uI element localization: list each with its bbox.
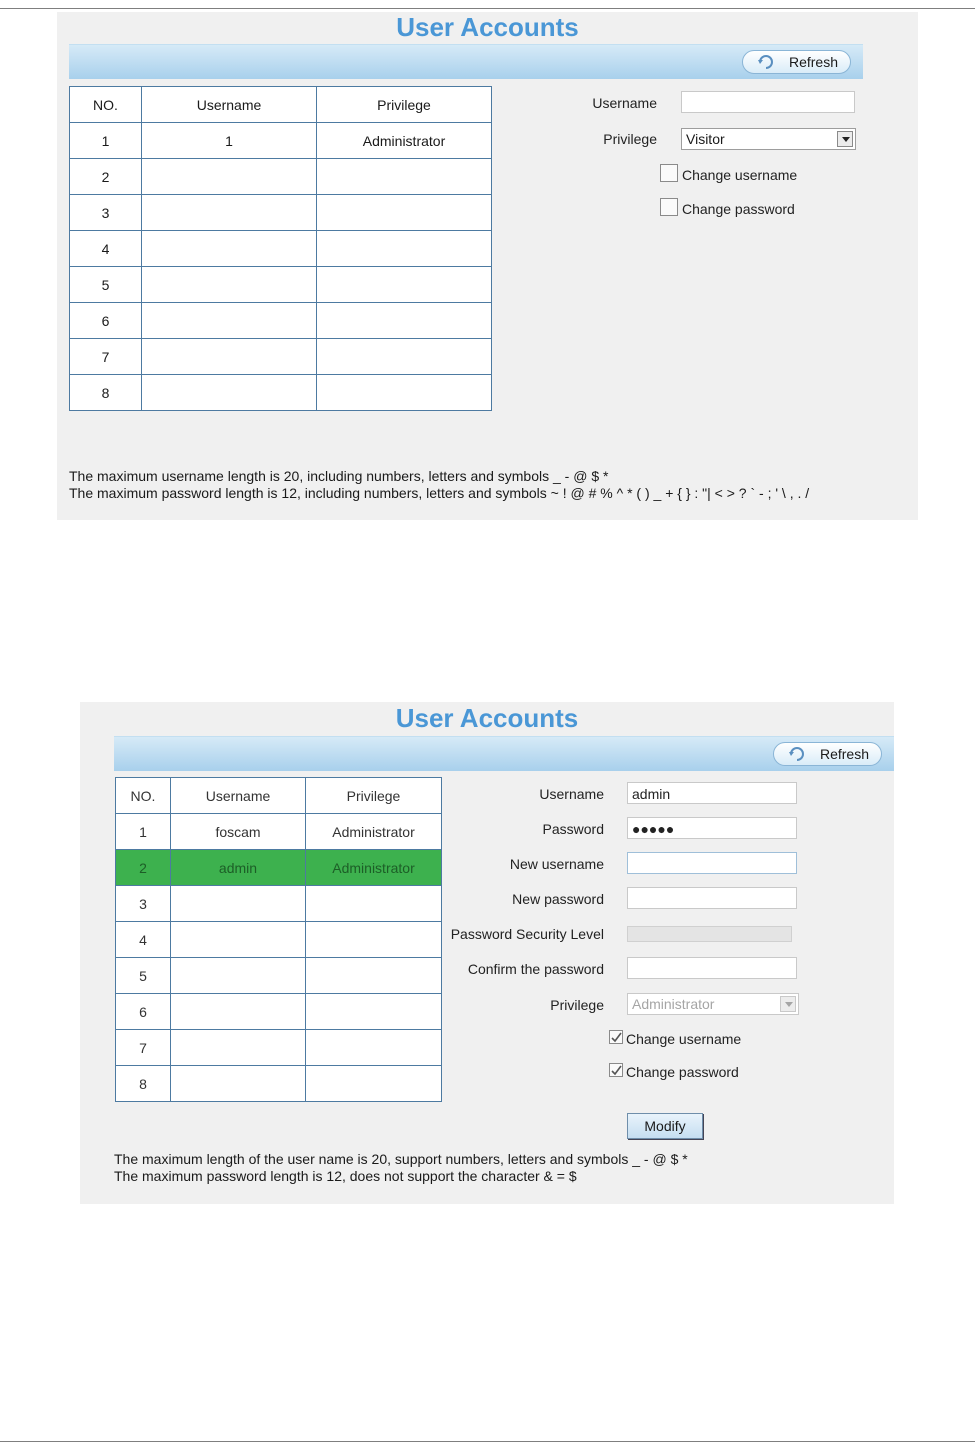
header-username: Username [142,87,317,123]
modify-button[interactable]: Modify [627,1113,703,1139]
change-password-label: Change password [626,1064,739,1080]
cell-privilege [306,886,442,922]
change-password-checkbox[interactable] [660,198,678,216]
password-strength-meter [627,926,792,942]
password-length-note: The maximum password length is 12, including numbers, letters and symbols ~ ! @ # % ^ * ( ) _ + { } : "| < > ? ` - ; ' \ , . / [69,485,810,501]
header-username: Username [171,778,306,814]
table-row[interactable] [70,195,492,231]
table-header-row [70,87,492,123]
cell-username [171,1030,306,1066]
new-username-input[interactable] [627,852,797,874]
cell-no: 5 [116,958,171,994]
user-accounts-panel-modify [80,702,894,1204]
cell-username [171,958,306,994]
table-row[interactable] [116,1066,442,1102]
header-privilege: Privilege [317,87,492,123]
security-level-label: Password Security Level [450,926,604,942]
cell-privilege: Administrator [306,814,442,850]
username-label: Username [539,786,604,802]
username-length-note: The maximum username length is 20, including numbers, letters and symbols _ - @ $ * [69,468,609,484]
table-row[interactable] [70,339,492,375]
cell-username [142,375,317,411]
change-password-label: Change password [682,201,795,217]
cell-username: 1 [142,123,317,159]
chevron-down-icon [780,996,796,1012]
table-row[interactable] [116,886,442,922]
header-privilege: Privilege [306,778,442,814]
table-row[interactable] [70,159,492,195]
password-label: Password [542,821,604,837]
page-top-rule [0,8,975,9]
user-accounts-panel-empty [57,12,918,520]
cell-username [171,886,306,922]
refresh-button[interactable] [742,50,851,74]
cell-username: admin [171,850,306,886]
table-row[interactable] [70,375,492,411]
cell-no: 5 [70,267,142,303]
page-bottom-rule [0,1441,975,1442]
cell-no: 1 [70,123,142,159]
table-row[interactable] [116,814,442,850]
privilege-label: Privilege [603,131,657,147]
check-icon [611,1065,622,1076]
cell-privilege [317,267,492,303]
check-icon [611,1032,622,1043]
password-input[interactable]: ●●●●● [627,817,797,839]
confirm-password-label: Confirm the password [467,961,604,977]
change-password-checkbox[interactable] [609,1063,623,1077]
cell-privilege [306,994,442,1030]
new-username-label: New username [509,856,604,872]
table-row[interactable] [70,267,492,303]
cell-username [171,1066,306,1102]
table-row[interactable] [116,922,442,958]
refresh-label: Refresh [819,746,869,762]
refresh-icon [788,747,808,761]
privilege-value: Visitor [686,131,725,147]
cell-username [142,267,317,303]
refresh-label: Refresh [788,54,838,70]
cell-no: 2 [116,850,171,886]
page-title: User Accounts [396,12,579,42]
cell-privilege [317,195,492,231]
cell-privilege [306,958,442,994]
cell-privilege [317,339,492,375]
table-row[interactable] [116,1030,442,1066]
cell-privilege [306,922,442,958]
cell-privilege [306,1030,442,1066]
refresh-button[interactable] [773,742,882,766]
username-label: Username [592,95,657,111]
toolbar [69,44,863,79]
cell-username [142,303,317,339]
table-row[interactable] [116,958,442,994]
username-input[interactable]: admin [627,782,797,804]
table-row[interactable] [70,303,492,339]
cell-privilege [317,303,492,339]
cell-no: 4 [70,231,142,267]
table-row[interactable] [116,994,442,1030]
user-table [69,86,492,411]
cell-no: 7 [70,339,142,375]
cell-no: 3 [116,886,171,922]
table-row[interactable] [70,123,492,159]
refresh-icon [757,55,777,69]
cell-no: 3 [70,195,142,231]
header-no: NO. [70,87,142,123]
page-title: User Accounts [395,703,579,733]
cell-username [171,994,306,1030]
cell-username [142,339,317,375]
cell-no: 6 [116,994,171,1030]
confirm-password-input[interactable] [627,957,797,979]
cell-privilege: Administrator [317,123,492,159]
new-password-label: New password [512,891,604,907]
change-username-checkbox[interactable] [609,1030,623,1044]
privilege-value: Administrator [632,996,715,1012]
cell-no: 7 [116,1030,171,1066]
cell-no: 8 [116,1066,171,1102]
cell-privilege [317,231,492,267]
cell-no: 1 [116,814,171,850]
cell-privilege [317,375,492,411]
change-username-label: Change username [682,167,798,183]
user-table [115,777,442,1102]
privilege-select[interactable] [627,993,799,1015]
cell-privilege [317,159,492,195]
change-username-label: Change username [626,1031,742,1047]
cell-no: 4 [116,922,171,958]
header-no: NO. [116,778,171,814]
chevron-down-icon [837,131,853,147]
username-input[interactable] [681,91,855,113]
table-row-selected[interactable] [116,850,442,886]
cell-privilege [306,1066,442,1102]
new-password-input[interactable] [627,887,797,909]
cell-no: 8 [70,375,142,411]
cell-privilege: Administrator [306,850,442,886]
cell-no: 2 [70,159,142,195]
table-row[interactable] [70,231,492,267]
cell-username [142,159,317,195]
toolbar [114,736,894,771]
password-length-note: The maximum password length is 12, does not support the character & = $ [114,1168,577,1184]
cell-no: 6 [70,303,142,339]
cell-username [171,922,306,958]
cell-username [142,231,317,267]
change-username-checkbox[interactable] [660,164,678,182]
cell-username: foscam [171,814,306,850]
privilege-label: Privilege [550,997,604,1013]
table-header-row [116,778,442,814]
privilege-select[interactable] [681,128,856,150]
cell-username [142,195,317,231]
username-length-note: The maximum length of the user name is 20, support numbers, letters and symbols _ - @ $ * [114,1151,688,1167]
